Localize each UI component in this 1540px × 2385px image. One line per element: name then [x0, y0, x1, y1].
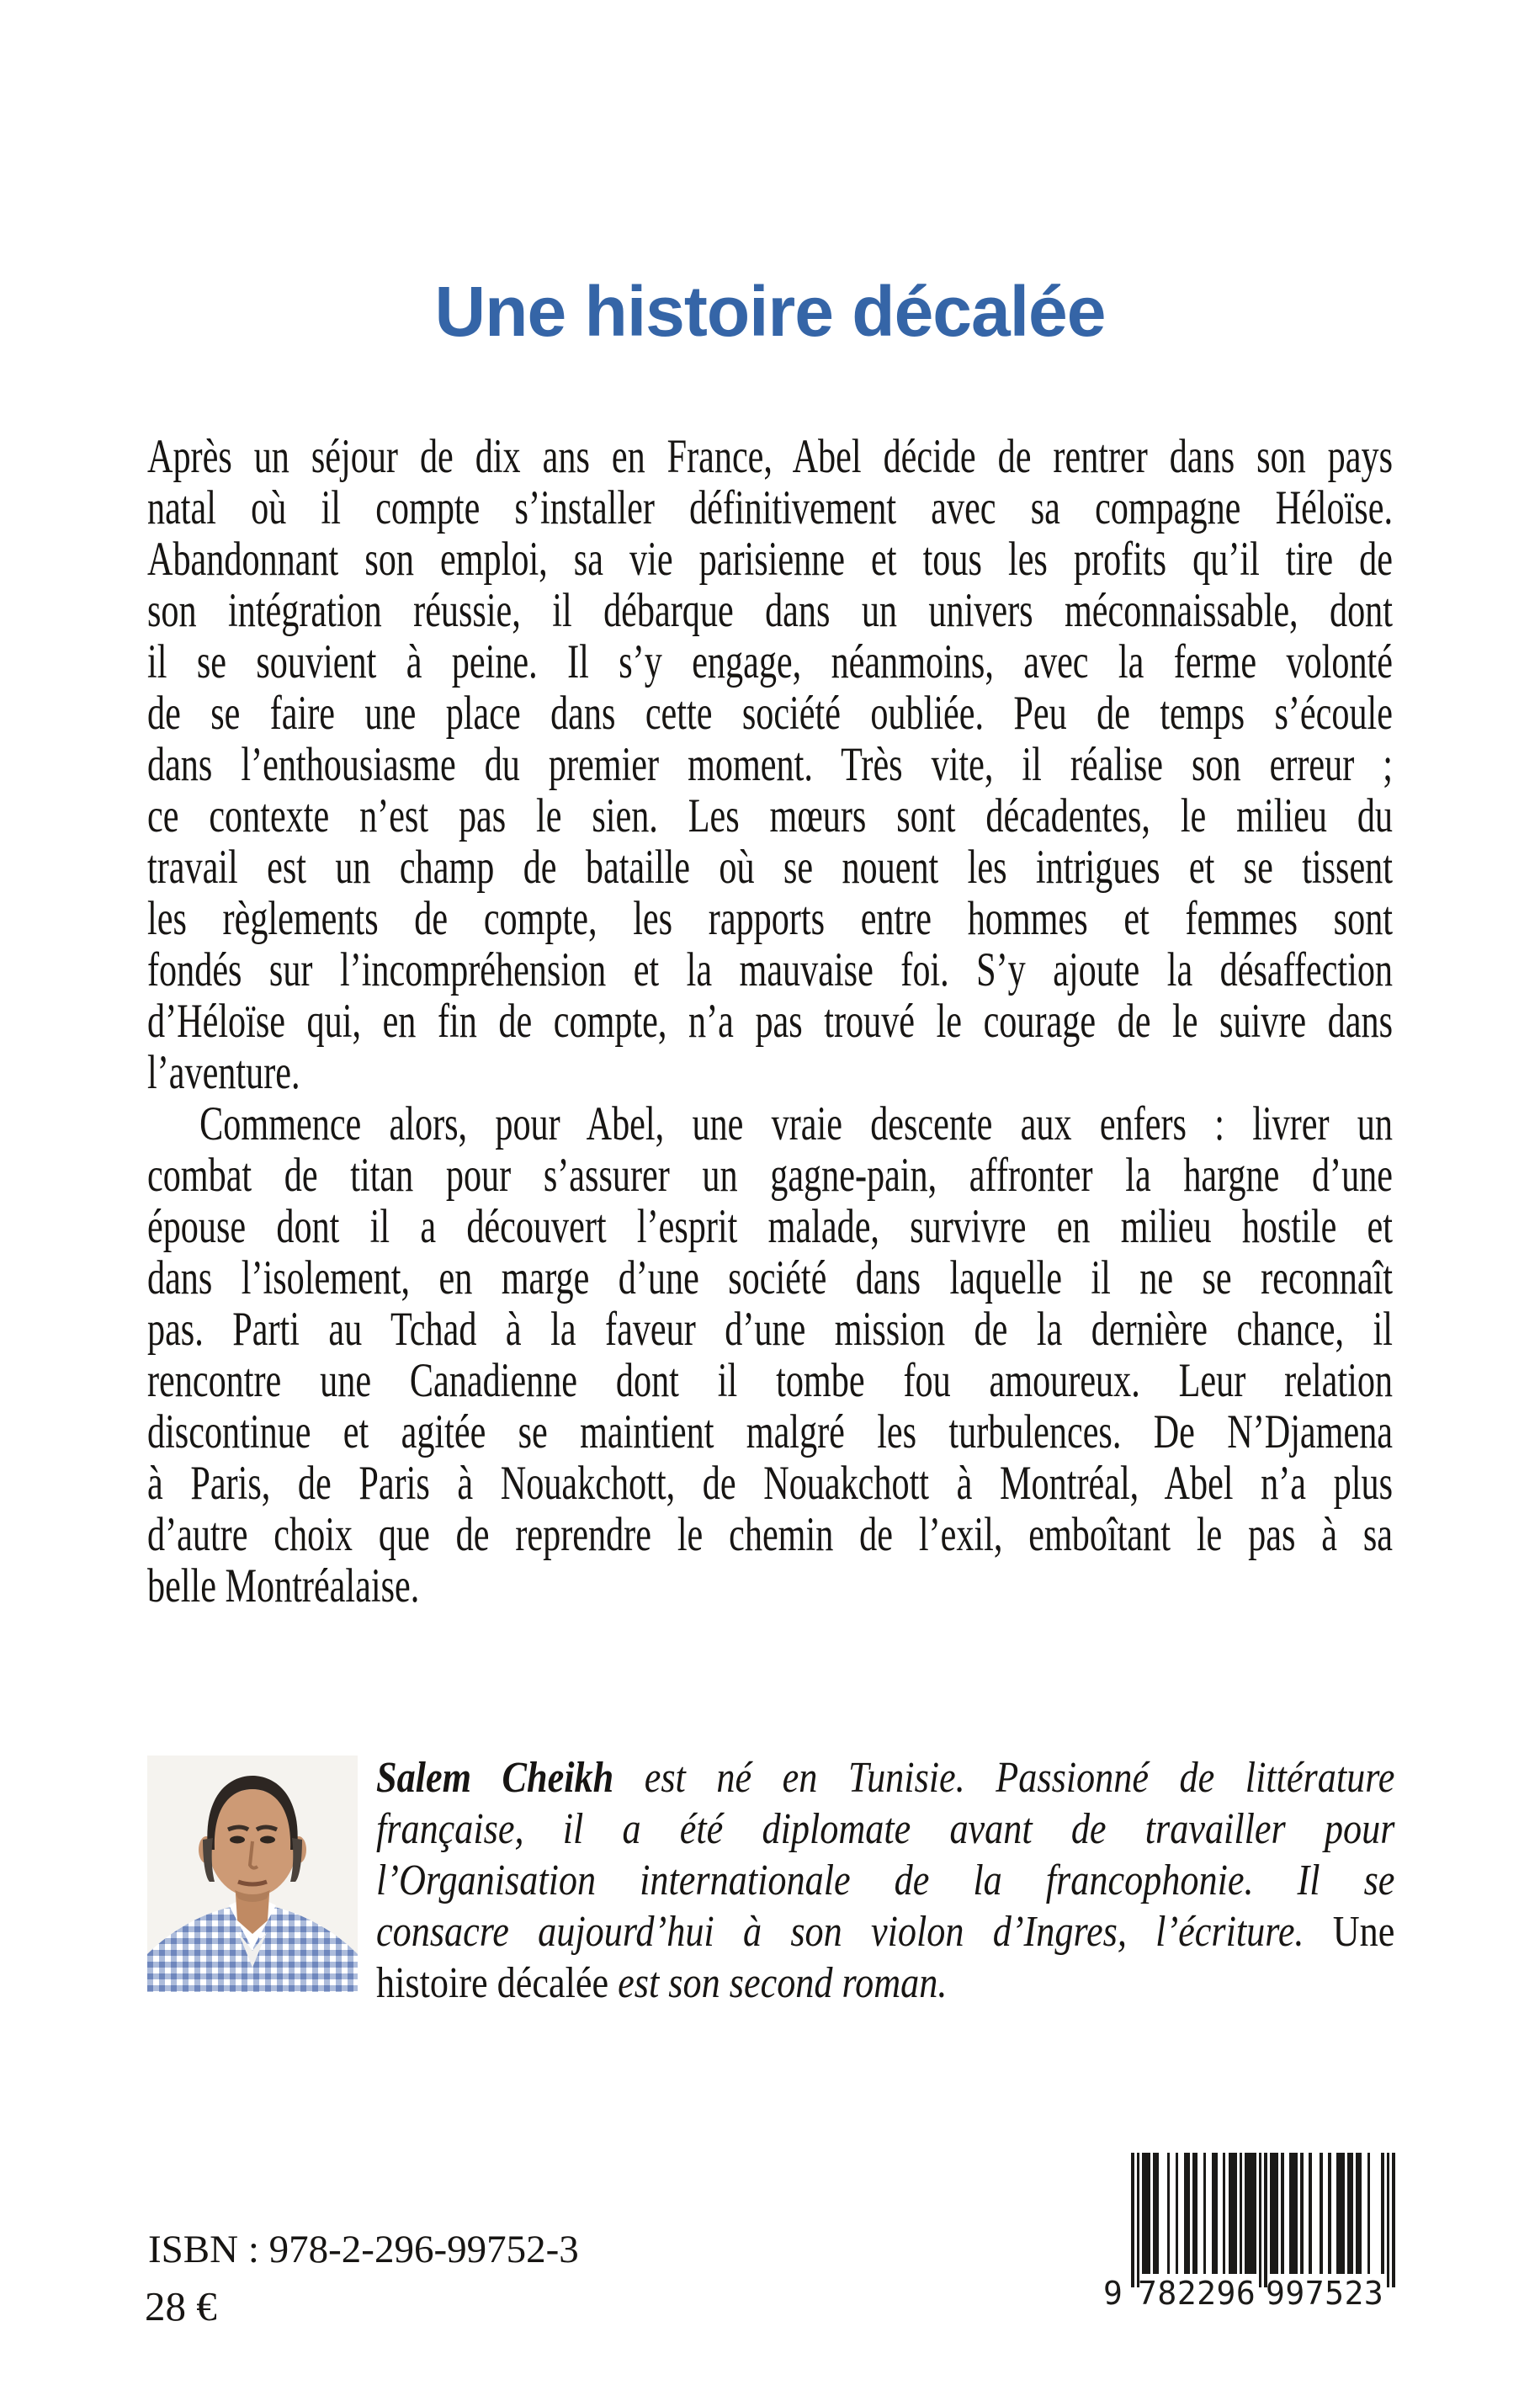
price-label: 28 €: [145, 2283, 217, 2329]
text-line: discontinue et agitée se maintient malgré les turbulences. De N’Djamena: [147, 1405, 1393, 1458]
barcode-bar: [1328, 2153, 1331, 2274]
barcode-bar: [1295, 2153, 1298, 2274]
text-line: dans l’isolement, en marge d’une société dans laquelle il ne se reconnaît: [147, 1251, 1393, 1304]
barcode-bar: [1300, 2153, 1304, 2274]
barcode-bar: [1276, 2153, 1279, 2274]
barcode-bar: [1253, 2153, 1256, 2274]
text-line: rencontre une Canadienne dont il tombe fou amoureux. Leur relation: [147, 1354, 1393, 1407]
text-line: l’aventure.: [147, 1046, 300, 1099]
text-line: Commence alors, pour Abel, une vraie descente aux enfers : livrer un: [199, 1097, 1393, 1150]
barcode-bar: [1223, 2153, 1226, 2274]
bio-segment: l’Organisation internationale de la francophonie. Il se: [376, 1856, 1395, 1904]
barcode-digit-group: 9: [1103, 2275, 1123, 2312]
barcode-bar: [1387, 2153, 1390, 2287]
barcode-bar: [1234, 2153, 1237, 2274]
text-line: Après un séjour de dix ans en France, Abel décide de rentrer dans son pays: [147, 430, 1393, 483]
text-line: pas. Parti au Tchad à la faveur d’une mission de la dernière chance, il: [147, 1303, 1393, 1356]
barcode-bar: [1195, 2153, 1198, 2274]
barcode-bar: [1137, 2153, 1140, 2287]
barcode-bar: [1342, 2153, 1346, 2274]
barcode-bar: [1214, 2153, 1218, 2274]
bio-segment: consacre aujourd’hui à son violon d’Ingres, l’écriture.: [376, 1908, 1304, 1956]
bio-segment: est son second roman.: [608, 1959, 948, 2007]
text-line: belle Montréalaise.: [147, 1559, 420, 1612]
text-line: fondés sur l’incompréhension et la mauvaise foi. S’y ajoute la désaffection: [147, 943, 1393, 996]
barcode-bar: [1367, 2153, 1371, 2274]
text-line: son intégration réussie, il débarque dans un univers méconnaissable, dont: [147, 584, 1393, 637]
synopsis: [147, 431, 1393, 1612]
text-line: ce contexte n’est pas le sien. Les mœurs sont décadentes, le milieu du: [147, 789, 1393, 842]
text-line: à Paris, de Paris à Nouakchott, de Nouakchott à Montréal, Abel n’a plus: [147, 1457, 1393, 1510]
barcode-digit-group: 782296: [1138, 2275, 1256, 2312]
barcode-digits: [1103, 2274, 1400, 2316]
barcode-bar: [1131, 2153, 1134, 2287]
barcode-bar: [1259, 2153, 1262, 2287]
bio-segment: Une: [1304, 1908, 1395, 1956]
text-line: les règlements de compte, les rapports entre hommes et femmes sont: [147, 892, 1393, 945]
barcode-bar: [1381, 2153, 1384, 2274]
bio-line: [376, 1906, 1394, 1957]
barcode-bar: [1176, 2153, 1179, 2274]
author-portrait-illustration: [147, 1756, 358, 1992]
isbn-label: ISBN : 978-2-296-99752-3: [148, 2228, 579, 2271]
barcode-bar: [1320, 2153, 1323, 2274]
barcode-bar: [1264, 2153, 1267, 2287]
barcode-bar: [1156, 2153, 1160, 2274]
author-photo: [147, 1756, 358, 1992]
barcode-bar: [1240, 2153, 1243, 2274]
barcode-digit-group: 997523: [1266, 2275, 1384, 2312]
bio-line: [376, 1957, 1394, 2009]
bio-segment: est né en Tunisie. Passionné de littérature: [613, 1754, 1395, 1802]
bio-segment: histoire décalée: [376, 1959, 609, 2007]
text-line: dans l’enthousiasme du premier moment. Très vite, il réalise son erreur ;: [147, 738, 1393, 791]
bio-line: [376, 1855, 1394, 1906]
barcode-bar: [1392, 2153, 1395, 2287]
text-line: de se faire une place dans cette société oubliée. Peu de temps s’écoule: [147, 687, 1393, 740]
barcode-bar: [1281, 2153, 1284, 2274]
bio-line: [376, 1752, 1394, 1803]
bio-segment: Salem Cheikh: [376, 1754, 614, 1802]
text-line: il se souvient à peine. Il s’y engage, néanmoins, avec la ferme volonté: [147, 635, 1393, 688]
barcode-bar: [1167, 2153, 1171, 2274]
barcode-bar: [1148, 2153, 1151, 2274]
barcode-bar: [1187, 2153, 1190, 2274]
barcode: [1103, 2153, 1400, 2321]
author-bio-text: [376, 1752, 1394, 2009]
text-line: combat de titan pour s’assurer un gagne-pain, affronter la hargne d’une: [147, 1149, 1393, 1202]
bio-segment: française, il a été diplomate avant de travailler pour: [376, 1805, 1395, 1853]
text-line: d’autre choix que de reprendre le chemin de l’exil, emboîtant le pas à sa: [147, 1508, 1393, 1561]
barcode-bar: [1359, 2153, 1362, 2274]
barcode-bar: [1203, 2153, 1207, 2274]
text-line: travail est un champ de bataille où se nouent les intrigues et se tissent: [147, 841, 1393, 894]
text-line: d’Héloïse qui, en fin de compte, n’a pas trouvé le courage de le suivre dans: [147, 995, 1393, 1048]
book-title: Une histoire décalée: [434, 272, 1106, 351]
bio-line: [376, 1803, 1394, 1855]
barcode-bar: [1309, 2153, 1312, 2274]
text-line: Abandonnant son emploi, sa vie parisienne et tous les profits qu’il tire de: [147, 533, 1393, 586]
text-line: épouse dont il a découvert l’esprit malade, survivre en milieu hostile et: [147, 1200, 1393, 1253]
text-line: natal où il compte s’installer définitivement avec sa compagne Héloïse.: [147, 481, 1393, 534]
barcode-bar: [1351, 2153, 1354, 2274]
